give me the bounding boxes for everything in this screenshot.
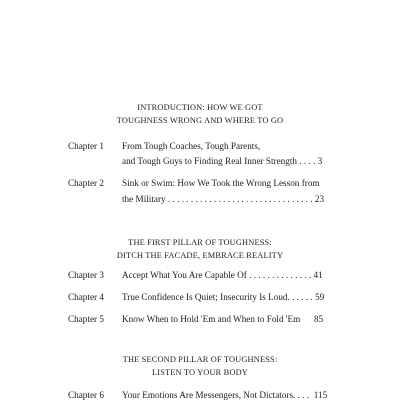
section-heading-line: THE FIRST PILLAR OF TOUGHNESS: <box>128 238 272 247</box>
section-heading-line: TOUGHNESS WRONG AND WHERE TO GO <box>116 116 284 125</box>
chapter-1-title-line: From Tough Coaches, Tough Parents, <box>122 141 261 151</box>
chapter-6-title-line: Your Emotions Are Messengers, Not Dictators. . . . 115 <box>122 390 328 400</box>
chapter-2-title-line: Sink or Swim: How We Took the Wrong Lesson from <box>122 178 320 188</box>
chapter-5-label: Chapter 5 <box>68 314 104 324</box>
section-heading-line: INTRODUCTION: HOW WE GOT <box>137 103 263 112</box>
chapter-1-label: Chapter 1 <box>68 141 104 151</box>
chapter-4-title-line: True Confidence Is Quiet; Insecurity Is Loud. . . . . . 59 <box>122 292 325 302</box>
section-heading-line: THE SECOND PILLAR OF TOUGHNESS: <box>122 355 278 364</box>
chapter-1-title-line: and Tough Guys to Finding Real Inner Strength . . . . 3 <box>122 156 323 166</box>
chapter-3-title-line: Accept What You Are Capable Of . . . . . . . . . . . . . . 41 <box>122 270 323 280</box>
chapter-2-label: Chapter 2 <box>68 178 104 188</box>
chapter-6-label: Chapter 6 <box>68 390 104 400</box>
section-heading-line: DITCH THE FACADE, EMBRACE REALITY <box>116 251 284 260</box>
chapter-5-title-line: Know When to Hold 'Em and When to Fold 'Em 85 <box>122 314 324 324</box>
chapter-4-label: Chapter 4 <box>68 292 104 302</box>
section-heading-introduction <box>0 101 400 127</box>
chapter-2-title-line: the Military . . . . . . . . . . . . . . . . . . . . . . . . . . . . . . . . 23 <box>122 194 325 204</box>
section-heading-first-pillar <box>0 236 400 262</box>
section-heading-second-pillar <box>0 353 400 379</box>
section-heading-line: LISTEN TO YOUR BODY <box>152 368 248 377</box>
chapter-3-label: Chapter 3 <box>68 270 104 280</box>
